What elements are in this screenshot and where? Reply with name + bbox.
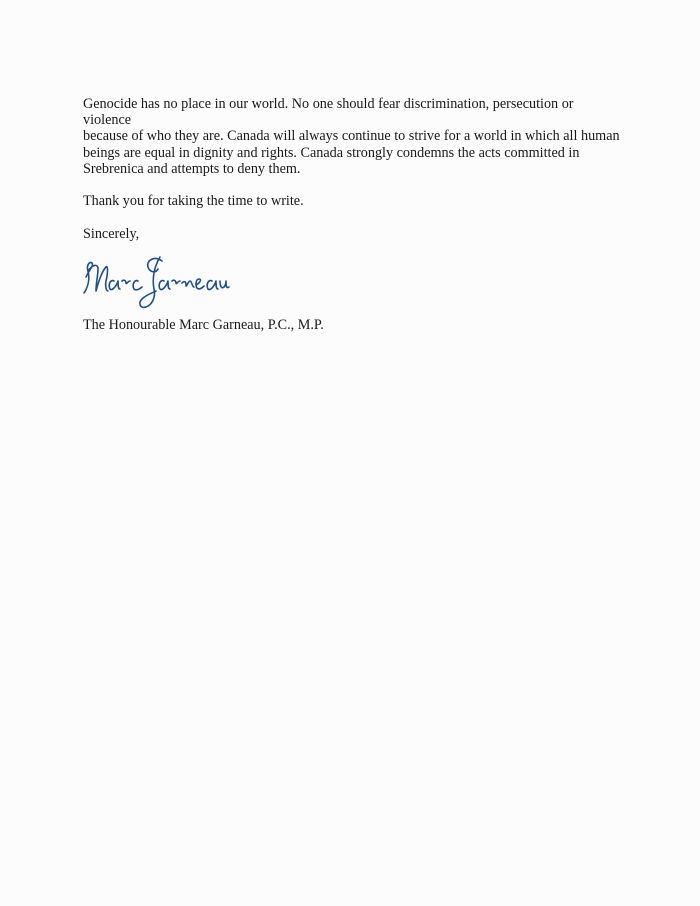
handwritten-signature xyxy=(80,247,230,313)
paragraph-thank-you: Thank you for taking the time to write. xyxy=(83,193,304,210)
closing-salutation: Sincerely, xyxy=(83,226,140,243)
letter-body xyxy=(83,96,623,242)
signature-image xyxy=(80,247,230,313)
paragraph-genocide-statement: Genocide has no place in our world. No one should fear discrimination, persecution or violence because of who they are. Canada will always continue to strive for a world in which all human beings are equal in dignity and rights. Canada strongly condemns the acts committed in Srebrenica and attempts to deny them. xyxy=(83,96,620,177)
signatory-name: The Honourable Marc Garneau, P.C., M.P. xyxy=(83,317,324,333)
